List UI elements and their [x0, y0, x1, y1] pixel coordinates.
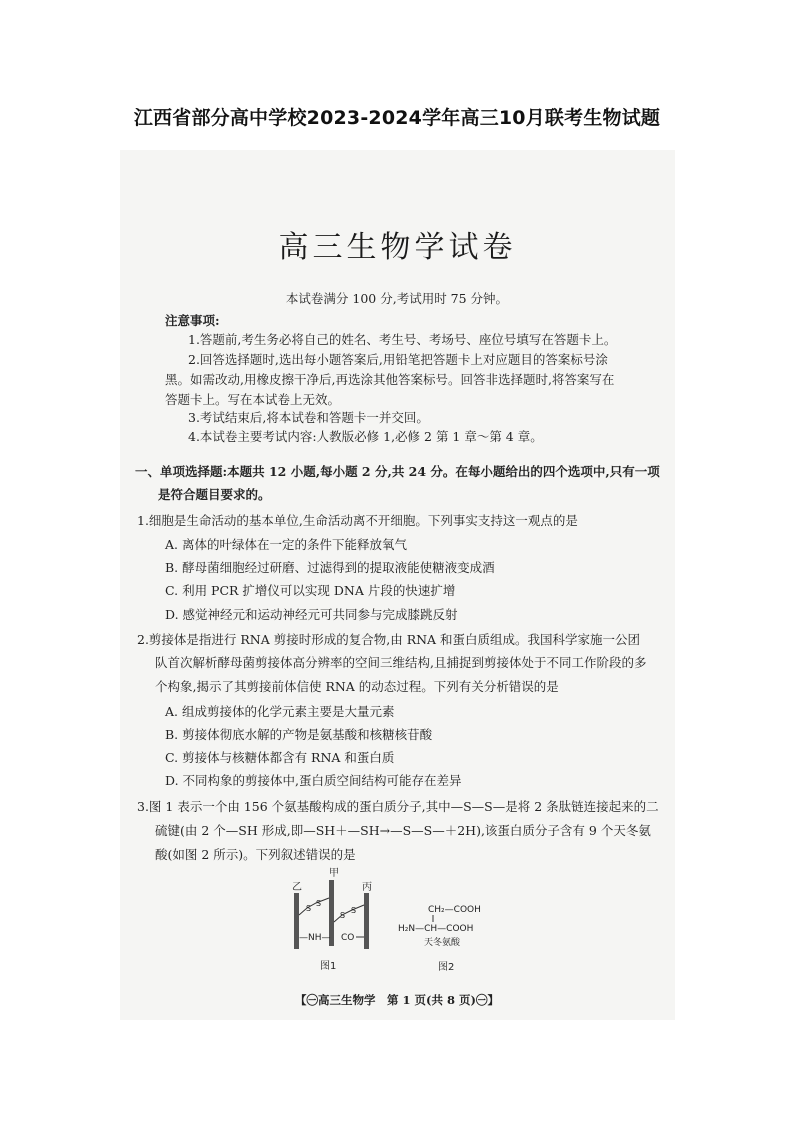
option: A. 组成剪接体的化学元素主要是大量元素	[165, 704, 395, 719]
compound-name: 天冬氨酸	[424, 938, 461, 948]
notice-line: 1.答题前,考生务必将自己的姓名、考生号、考场号、座位号填写在答题卡上。	[188, 332, 617, 347]
question-stem: 2.剪接体是指进行 RNA 剪接时形成的复合物,由 RNA 和蛋白质组成。我国科学家施一公团	[137, 632, 641, 647]
question-stem: 队首次解析酵母菌剪接体高分辨率的空间三维结构,且捕捉到剪接体处于不同工作阶段的多	[155, 655, 647, 670]
formula-line-1: CH₂—COOH	[428, 905, 481, 915]
disulfide-bond-left	[299, 898, 329, 915]
figure-1-caption: 图1	[320, 961, 337, 972]
label-jia: 甲	[329, 868, 339, 879]
figure-1-drawing	[280, 868, 390, 973]
label-bing: 丙	[362, 882, 372, 893]
page-footer: 【㊀高三生物学 第 1 页(共 8 页)㊀】	[295, 993, 499, 1007]
notice-heading: 注意事项:	[165, 313, 220, 328]
formula-line-2: H₂N—CH—COOH	[398, 924, 474, 934]
exam-info: 本试卷满分 100 分,考试用时 75 分钟。	[285, 291, 509, 306]
option: A. 离体的叶绿体在一定的条件下能释放氧气	[165, 537, 407, 552]
notice-line: 答题卡上。写在本试卷上无效。	[165, 392, 341, 407]
option: D. 感觉神经元和运动神经元可共同参与完成膝跳反射	[165, 607, 458, 622]
bond-s-4: S	[351, 906, 357, 915]
section-heading: 是符合题目要求的。	[158, 487, 271, 502]
question-stem: 个构象,揭示了其剪接前体信使 RNA 的动态过程。下列有关分析错误的是	[155, 679, 559, 694]
chain-bing-bar	[364, 893, 369, 949]
bond-s-1: S	[306, 904, 312, 913]
figure-2-caption: 图2	[438, 962, 455, 973]
notice-line: 黑。如需改动,用橡皮擦干净后,再选涂其他答案标号。回答非选择题时,将答案写在	[165, 372, 615, 387]
figure-1	[280, 868, 390, 973]
peptide-co: CO	[341, 933, 355, 943]
question-stem: 1.细胞是生命活动的基本单位,生命活动离不开细胞。下列事实支持这一观点的是	[137, 513, 578, 528]
question-stem: 3.图 1 表示一个由 156 个氨基酸构成的蛋白质分子,其中—S—S—是将 2 条肽链连接起来的二	[137, 799, 659, 814]
bond-s-2: S	[316, 899, 322, 908]
option: B. 剪接体彻底水解的产物是氨基酸和核糖核苷酸	[165, 727, 433, 742]
option: D. 不同构象的剪接体中,蛋白质空间结构可能存在差异	[165, 773, 462, 788]
document-title: 江西省部分高中学校2023-2024学年高三10月联考生物试题	[133, 107, 661, 129]
figure-2	[398, 898, 498, 973]
notice-line: 4.本试卷主要考试内容:人教版必修 1,必修 2 第 1 章～第 4 章。	[188, 429, 543, 444]
label-yi: 乙	[292, 882, 302, 893]
section-heading: 一、单项选择题:本题共 12 小题,每小题 2 分,共 24 分。在每小题给出的四个选项中,只有一项	[135, 464, 660, 479]
notice-line: 3.考试结束后,将本试卷和答题卡一并交回。	[188, 410, 429, 425]
exam-title: 高三生物学试卷	[278, 230, 517, 265]
option: C. 剪接体与核糖体都含有 RNA 和蛋白质	[165, 750, 395, 765]
question-stem: 酸(如图 2 所示)。下列叙述错误的是	[155, 847, 356, 862]
bond-s-3: S	[340, 911, 346, 920]
disulfide-bond-right	[334, 905, 364, 922]
peptide-nh: —NH—	[299, 933, 331, 943]
notice-line: 2.回答选择题时,选出每小题答案后,用铅笔把答题卡上对应题目的答案标号涂	[188, 352, 608, 367]
option: C. 利用 PCR 扩增仪可以实现 DNA 片段的快速扩增	[165, 583, 456, 598]
question-stem: 硫键(由 2 个—SH 形成,即—SH＋—SH→—S—S—＋2H),该蛋白质分子含有 9 个天冬氨	[155, 823, 651, 838]
figure-2-drawing	[398, 898, 498, 973]
option: B. 酵母菌细胞经过研磨、过滤得到的提取液能使糖液变成酒	[165, 560, 495, 575]
